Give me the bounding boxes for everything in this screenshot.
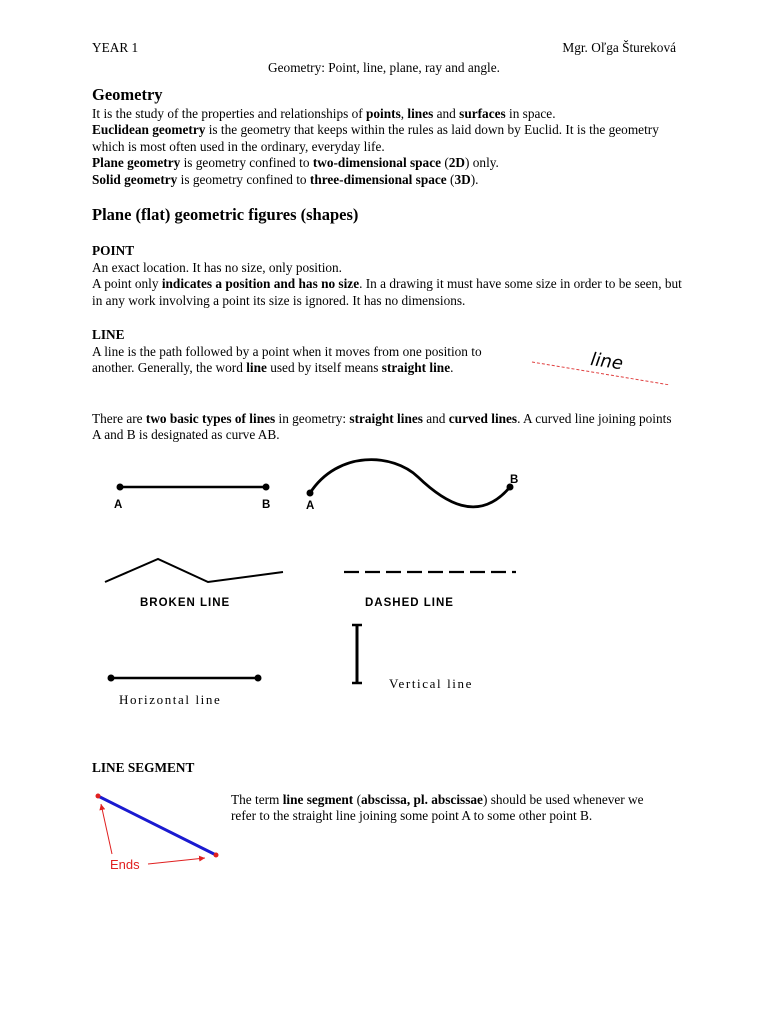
curve-path <box>310 460 510 507</box>
ends-arrow-b <box>148 858 205 864</box>
geometry-line1: It is the study of the properties and relationships of points, lines and surfaces in space. <box>92 106 556 121</box>
ends-arrow-a <box>101 804 112 854</box>
line-figure-label: line <box>589 349 625 375</box>
horizontal-line-diagram <box>103 670 268 686</box>
point-line2: A point only indicates a position and has no size. In a drawing it must have some size in order to be seen, but in any work involving a point its size is ignored. It has no dimensions. <box>92 276 682 308</box>
dashed-line-diagram <box>340 562 520 612</box>
header-year: YEAR 1 <box>92 40 139 55</box>
line-text: A line is the path followed by a point when it moves from one position to another. Generally, the word line used by itself means straight line. <box>92 344 482 376</box>
point-line1: An exact location. It has no size, only position. <box>92 260 343 275</box>
point-b <box>263 484 270 491</box>
broken-line-diagram <box>100 552 290 612</box>
point-text <box>92 260 682 309</box>
ends-label: Ends <box>110 857 140 872</box>
point-title: POINT <box>92 243 135 258</box>
line-title: LINE <box>92 327 125 342</box>
segment-end-a <box>96 794 101 799</box>
straight-label-a: A <box>114 499 124 511</box>
curve-label-b: B <box>510 474 520 486</box>
vertical-line-diagram <box>348 622 368 688</box>
curve-diagram <box>298 455 533 515</box>
euclidean-definition: Euclidean geometry is the geometry that keeps within the rules as laid down by Euclid. It is the geometry which is most often used in the ordinary, everyday life. <box>92 122 659 154</box>
horizontal-line-left-end <box>108 675 115 682</box>
straight-label-b: B <box>262 499 272 511</box>
geometry-definitions <box>92 106 682 188</box>
segment-diagram <box>90 788 225 878</box>
point-a <box>117 484 124 491</box>
broken-line <box>105 559 283 582</box>
horizontal-line-right-end <box>255 675 262 682</box>
shapes-heading: Plane (flat) geometric figures (shapes) <box>92 205 359 224</box>
curve-point-a <box>307 490 314 497</box>
solid-definition: Solid geometry is geometry confined to three-dimensional space (3D). <box>92 171 479 187</box>
straight-line-diagram <box>110 478 280 513</box>
header-author: Mgr. Oľga Štureková <box>562 40 676 55</box>
broken-line-label: BROKEN LINE <box>140 597 231 609</box>
segment-text: The term line segment (abscissa, pl. abscissae) should be used whenever we refer to the straight line joining some point A to some other point B. <box>231 792 644 824</box>
line-figure <box>530 345 675 390</box>
page-subtitle: Geometry: Point, line, plane, ray and angle. <box>268 60 500 75</box>
curve-label-a: A <box>306 500 316 512</box>
geometry-heading: Geometry <box>92 85 163 104</box>
plane-definition: Plane geometry is geometry confined to two-dimensional space (2D) only. <box>92 155 499 171</box>
vertical-line-label: Vertical line <box>389 676 473 691</box>
segment-title: LINE SEGMENT <box>92 760 195 775</box>
horizontal-line-label: Horizontal line <box>119 692 222 707</box>
segment-line <box>98 796 216 855</box>
dashed-line-label: DASHED LINE <box>365 597 454 609</box>
line-types-text: There are two basic types of lines in geometry: straight lines and curved lines. A curved line joining points A and B is designated as curve AB. <box>92 411 672 443</box>
segment-end-b <box>214 853 219 858</box>
